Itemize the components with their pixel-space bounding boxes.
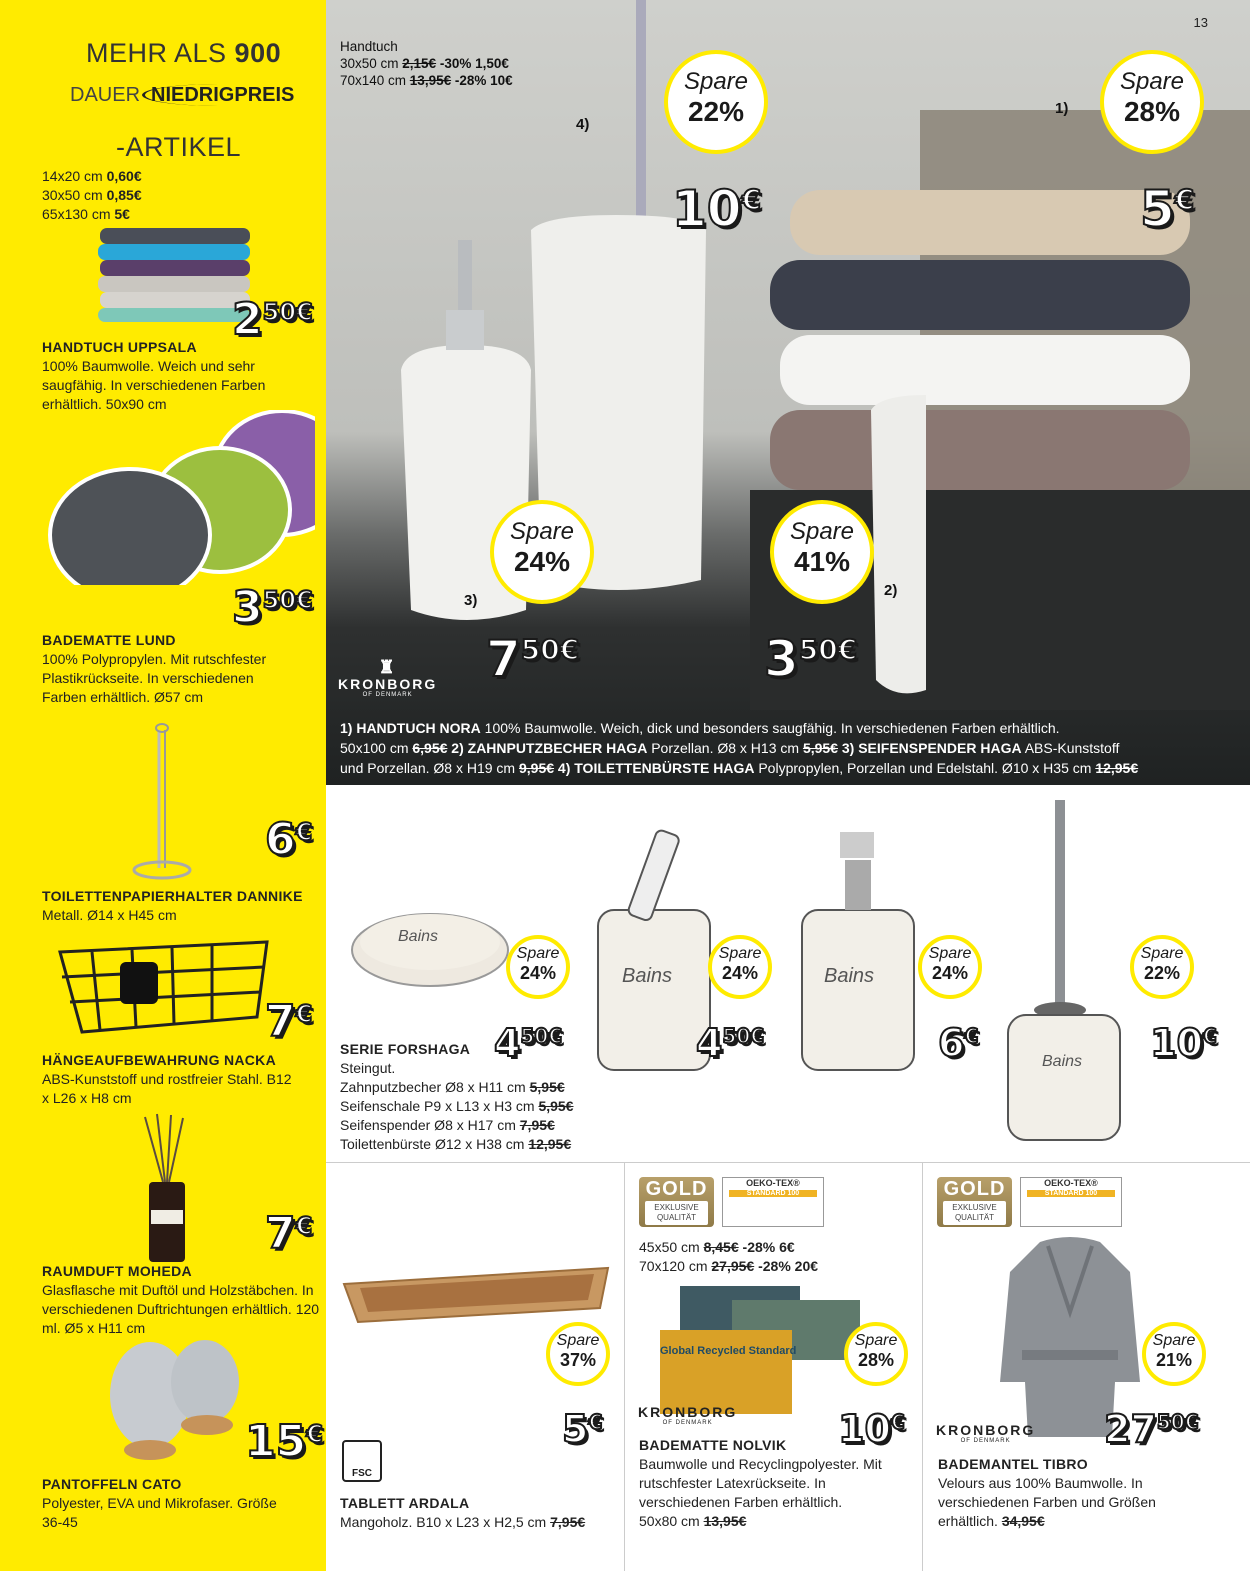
- spare-bubble-ardala: Spare 37%: [546, 1322, 610, 1386]
- nolvik-text: BADEMATTE NOLVIK Baumwolle und Recyclingpolyester. Mit rutschfester Latexrückseite. In verschiedenen Farben erhältlich. 50x80 cm 13,95€: [639, 1437, 882, 1529]
- moheda-price: 7€: [265, 1208, 313, 1259]
- moheda-text: RAUMDUFT MOHEDA Glasflasche mit Duftöl und Holzstäbchen. In verschiedenen Duftrichtungen erhältlich. 120 ml. Ø5 x H11 cm: [42, 1263, 320, 1336]
- print-cup: Bains: [622, 965, 673, 987]
- kronborg-logo-nolvik: KRONBORG OF DENMARK: [638, 1404, 738, 1426]
- towel-price: 5€: [1140, 180, 1195, 238]
- recycled-standard-logo: Global Recycled Standard: [660, 1345, 797, 1357]
- column-divider-1: [624, 1163, 625, 1571]
- section-divider: [326, 1162, 1250, 1163]
- page-number: 13: [1193, 15, 1208, 30]
- spare-bubble-tibro: Spare 21%: [1142, 1322, 1206, 1386]
- promo-artikel: -ARTIKEL: [116, 132, 242, 162]
- gold-badge-nolvik: GOLD EXKLUSIVE QUALITÄT: [639, 1177, 714, 1227]
- tibro-text: BADEMANTEL TIBRO Velours aus 100% Baumwolle. In verschiedenen Farben und Größen erhältlich. 34,95€: [938, 1456, 1156, 1529]
- uppsala-price: 250€: [232, 294, 313, 345]
- cup-price: 350€: [764, 630, 858, 688]
- marker-2: 2): [884, 582, 898, 599]
- spare-bubble-dispenser: Spare 24%: [490, 500, 594, 604]
- print-soapdish: Bains: [398, 928, 439, 945]
- ardala-price: 5€: [562, 1407, 603, 1451]
- forshaga-text: SERIE FORSHAGA Steingut. Zahnputzbecher Ø8 x H11 cm 5,95€ Seifenschale P9 x L13 x H3 cm 5,95€ Seifenspender Ø8 x H17 cm 7,95€ Toilettenbürste Ø12 x H38 cm 12,95€: [340, 1041, 574, 1152]
- dispenser-price: 750€: [486, 630, 580, 688]
- lund-text: BADEMATTE LUND 100% Polypropylen. Mit rutschfester Plastikrückseite. In verschiedenen Farben erhältlich. Ø57 cm: [42, 632, 267, 705]
- cato-text: PANTOFFELN CATO Polyester, EVA und Mikrofaser. Größe 36-45: [42, 1476, 277, 1530]
- spare-bubble-towel: Spare 28%: [1100, 50, 1204, 154]
- spare-bubble-forshaga-cup: Spare 24%: [708, 935, 772, 999]
- slippers-image: [95, 1340, 245, 1465]
- lund-price: 350€: [232, 582, 313, 633]
- forshaga-brush-price: 10€: [1150, 1021, 1217, 1065]
- ardala-text: TABLETT ARDALA Mangoholz. B10 x L23 x H2,5 cm 7,95€: [340, 1495, 586, 1530]
- brush-price: 10€: [672, 180, 762, 238]
- marker-4: 4): [576, 116, 590, 133]
- cato-price: 15€: [245, 1416, 323, 1467]
- dannike-price: 6€: [265, 814, 313, 865]
- print-dispenser: Bains: [824, 965, 875, 987]
- wire-basket-image: [52, 932, 277, 1042]
- spare-bubble-soapdish: Spare 24%: [506, 935, 570, 999]
- hero-caption: 1) HANDTUCH NORA 100% Baumwolle. Weich, dick und besonders saugfähig. In verschiedenen Farben erhältlich. 50x100 cm 6,95€ 2) ZAHNPUTZBECHER HAGA Porzellan. Ø8 x H13 cm 5,95€ 3) SEIFENSPENDER HAGA ABS-Kunststoff und Porzellan. Ø8 x H19 cm 9,95€ 4) TOILETTENBÜRSTE HAGA Polypropylen, Porzellan und Edelstahl. Ø10 x H35 cm 12,95€: [340, 720, 1139, 776]
- kronborg-logo-hero: ♜ KRONBORG OF DENMARK: [338, 657, 438, 698]
- dannike-text: TOILETTENPAPIERHALTER DANNIKE Metall. Ø14 x H45 cm: [42, 888, 303, 923]
- promo-headline: MEHR ALS 900: [86, 38, 282, 68]
- toilet-paper-holder-image: [128, 718, 198, 882]
- column-divider-2: [922, 1163, 923, 1571]
- forshaga-dispenser-price: 6€: [938, 1021, 979, 1065]
- nolvik-price: 10€: [838, 1407, 905, 1451]
- uppsala-sizes: 14x20 cm 0,60€ 30x50 cm 0,85€ 65x130 cm 5€: [42, 168, 142, 222]
- forshaga-cup-price: 450€: [696, 1021, 765, 1065]
- forshaga-soapdish-price: 450€: [494, 1021, 563, 1065]
- uppsala-text: HANDTUCH UPPSALA 100% Baumwolle. Weich und sehr saugfähig. In verschiedenen Farben erhältlich. 50x90 cm: [42, 339, 266, 412]
- handtuch-price-lines: Handtuch 30x50 cm 2,15€ -30% 1,50€ 70x140 cm 13,95€ -28% 10€: [340, 39, 513, 88]
- oeko-tex-badge-nolvik: OEKO-TEX® STANDARD 100: [722, 1177, 824, 1227]
- oeko-tex-badge-tibro: OEKO-TEX® STANDARD 100: [1020, 1177, 1122, 1227]
- tibro-price: 2750€: [1104, 1407, 1199, 1451]
- marker-3: 3): [464, 592, 478, 609]
- marker-1: 1): [1055, 100, 1069, 117]
- kronborg-logo-tibro: KRONBORG OF DENMARK: [936, 1422, 1036, 1444]
- spare-bubble-forshaga-brush: Spare 22%: [1130, 935, 1194, 999]
- dauer-niedrigpreis-logo: DAUER NIEDRIGPREIS: [70, 84, 295, 106]
- nolvik-size-prices: 45x50 cm 8,45€ -28% 6€ 70x120 cm 27,95€ -28% 20€: [639, 1239, 819, 1274]
- reed-diffuser-image: [135, 1112, 195, 1264]
- left-promo-column: [0, 0, 326, 1571]
- fsc-logo: FSC: [342, 1440, 382, 1482]
- spare-bubble-nolvik: Spare 28%: [844, 1322, 908, 1386]
- spare-bubble-forshaga-dispenser: Spare 24%: [918, 935, 982, 999]
- nacka-price: 7€: [265, 996, 313, 1047]
- nacka-text: HÄNGEAUFBEWAHRUNG NACKA ABS-Kunststoff und rostfreier Stahl. B12 x L26 x H8 cm: [42, 1052, 292, 1106]
- wooden-tray-image: [338, 1262, 614, 1326]
- gold-badge-tibro: GOLD EXKLUSIVE QUALITÄT: [937, 1177, 1012, 1227]
- spare-bubble-brush: Spare 22%: [664, 50, 768, 154]
- spare-bubble-cup: Spare 41%: [770, 500, 874, 604]
- print-brush: Bains: [1042, 1053, 1083, 1070]
- bath-mats-image: [40, 410, 315, 585]
